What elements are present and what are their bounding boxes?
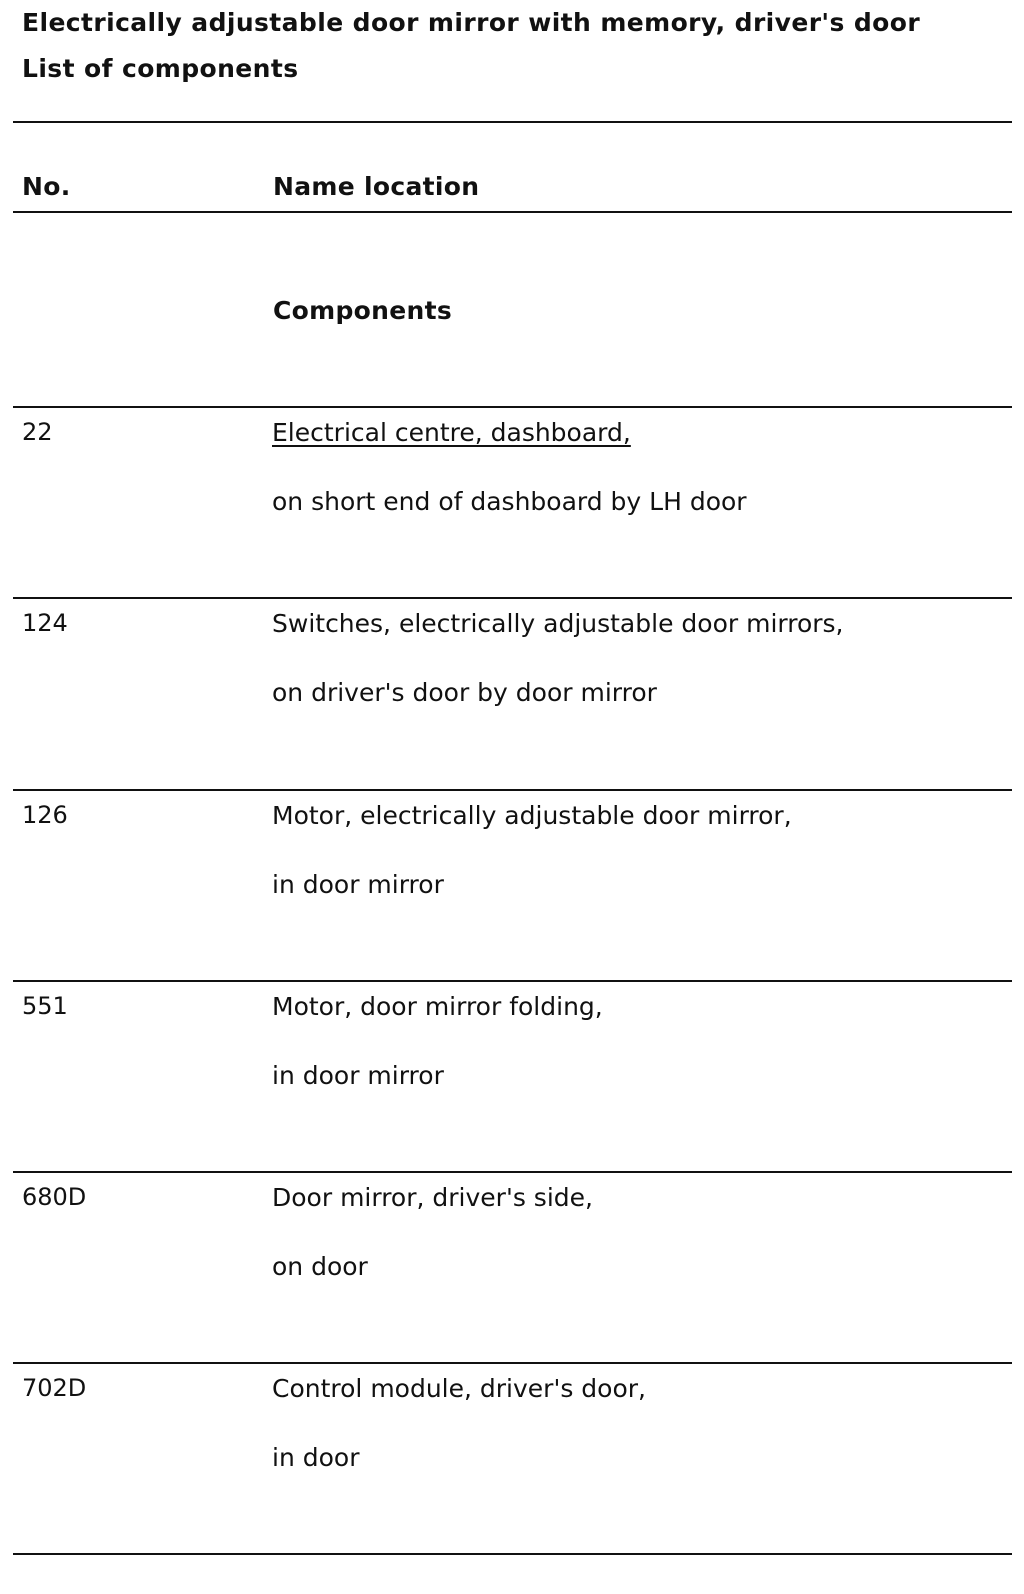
component-location: on short end of dashboard by LH door	[272, 487, 747, 516]
table-row	[0, 793, 1024, 988]
document-title: Electrically adjustable door mirror with memory, driver's door	[22, 8, 921, 37]
component-location: in door mirror	[272, 870, 444, 899]
divider-row	[13, 789, 1012, 791]
component-name: Electrical centre, dashboard,	[272, 418, 631, 447]
column-header-name-location: Name location	[273, 172, 480, 201]
divider-row	[13, 1171, 1012, 1173]
component-name: Motor, electrically adjustable door mirror,	[272, 801, 792, 830]
component-number: 124	[22, 609, 68, 637]
component-location: in door mirror	[272, 1061, 444, 1090]
divider-row	[13, 597, 1012, 599]
component-number: 126	[22, 801, 68, 829]
table-row	[0, 601, 1024, 796]
document-subtitle: List of components	[22, 54, 299, 83]
section-label: Components	[273, 296, 453, 325]
component-name: Door mirror, driver's side,	[272, 1183, 593, 1212]
component-name: Motor, door mirror folding,	[272, 992, 603, 1021]
divider-header	[13, 211, 1012, 213]
column-header-number: No.	[22, 172, 71, 201]
component-location: in door	[272, 1443, 360, 1472]
divider-top	[13, 121, 1012, 123]
divider-row	[13, 406, 1012, 408]
component-number: 680D	[22, 1183, 87, 1211]
divider-row	[13, 980, 1012, 982]
component-name: Control module, driver's door,	[272, 1374, 646, 1403]
table-row	[0, 984, 1024, 1179]
divider-row	[13, 1362, 1012, 1364]
component-number: 702D	[22, 1374, 87, 1402]
component-number: 22	[22, 418, 53, 446]
component-number: 551	[22, 992, 68, 1020]
table-row	[0, 1366, 1024, 1561]
component-name: Switches, electrically adjustable door mirrors,	[272, 609, 844, 638]
table-row	[0, 410, 1024, 605]
divider-bottom	[13, 1553, 1012, 1555]
component-location: on driver's door by door mirror	[272, 678, 657, 707]
table-row	[0, 1175, 1024, 1370]
component-location: on door	[272, 1252, 368, 1281]
